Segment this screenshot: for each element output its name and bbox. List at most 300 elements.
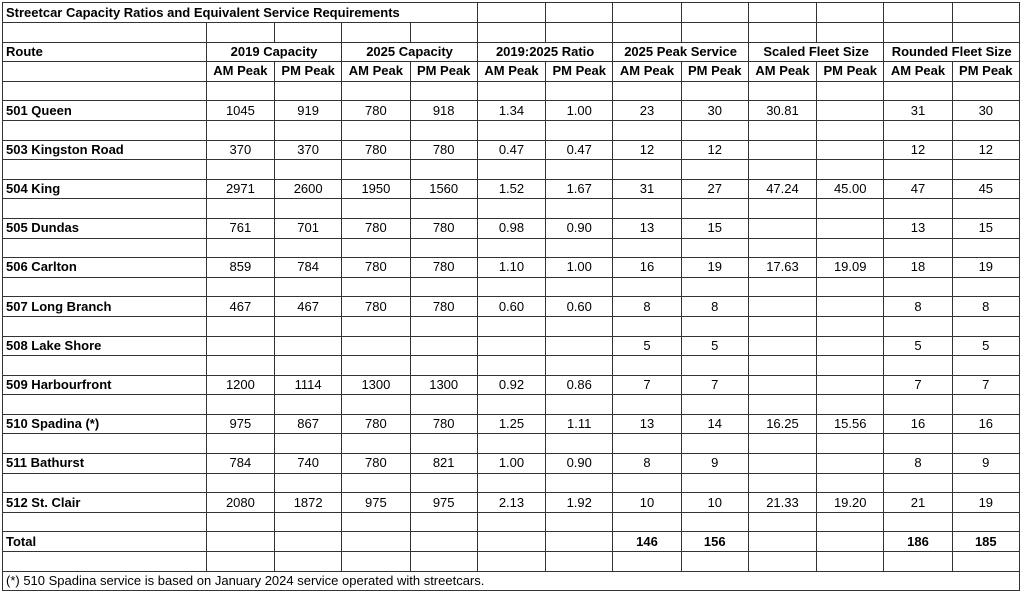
- empty-cell: [206, 277, 274, 297]
- empty-cell: [342, 356, 410, 376]
- empty-cell: [952, 395, 1019, 415]
- blank-row: [3, 277, 1020, 297]
- table-cell: 8: [884, 454, 952, 474]
- empty-cell: [748, 120, 816, 140]
- blank-row: [3, 434, 1020, 454]
- empty-cell: [3, 277, 207, 297]
- table-cell: 13: [884, 218, 952, 238]
- table-cell: 30.81: [748, 101, 816, 121]
- table-cell: 18: [884, 258, 952, 278]
- table-cell: 8: [613, 297, 681, 317]
- empty-cell: [546, 81, 613, 101]
- empty-cell: [275, 160, 342, 180]
- empty-cell: [817, 238, 884, 258]
- table-cell: 10: [681, 493, 748, 513]
- table-cell: 370: [275, 140, 342, 160]
- route-name: 503 Kingston Road: [3, 140, 207, 160]
- table-cell: 1560: [410, 179, 477, 199]
- table-row: [3, 375, 1020, 395]
- table-cell: 45: [952, 179, 1019, 199]
- empty-cell: [546, 199, 613, 219]
- empty-cell: [681, 3, 748, 23]
- table-row: [3, 493, 1020, 513]
- empty-cell: [342, 395, 410, 415]
- route-name: 504 King: [3, 179, 207, 199]
- empty-cell: [817, 199, 884, 219]
- table-body: [3, 3, 1020, 591]
- capacity-table: [2, 2, 1020, 591]
- table-cell: 780: [342, 218, 410, 238]
- table-cell: 1.92: [546, 493, 613, 513]
- empty-cell: [884, 356, 952, 376]
- table-cell: [477, 336, 545, 356]
- empty-cell: [884, 160, 952, 180]
- empty-cell: [613, 316, 681, 336]
- table-cell: [817, 218, 884, 238]
- empty-cell: [681, 395, 748, 415]
- table-cell: [748, 297, 816, 317]
- empty-cell: [546, 473, 613, 493]
- table-cell: 780: [342, 297, 410, 317]
- table-cell: 0.60: [477, 297, 545, 317]
- route-name: 512 St. Clair: [3, 493, 207, 513]
- empty-cell: [613, 199, 681, 219]
- empty-cell: [681, 120, 748, 140]
- empty-cell: [477, 316, 545, 336]
- empty-cell: [410, 199, 477, 219]
- empty-cell: [681, 512, 748, 532]
- empty-cell: [477, 395, 545, 415]
- empty-cell: [952, 199, 1019, 219]
- table-cell: [817, 532, 884, 552]
- empty-cell: [342, 434, 410, 454]
- table-cell: 13: [613, 414, 681, 434]
- empty-cell: [681, 316, 748, 336]
- table-cell: 12: [952, 140, 1019, 160]
- table-cell: 780: [342, 101, 410, 121]
- empty-cell: [884, 434, 952, 454]
- empty-cell: [681, 238, 748, 258]
- empty-cell: [3, 356, 207, 376]
- empty-cell: [342, 277, 410, 297]
- table-cell: [410, 532, 477, 552]
- table-row: [3, 297, 1020, 317]
- group-header: Rounded Fleet Size: [884, 42, 1020, 62]
- table-cell: 1.10: [477, 258, 545, 278]
- table-cell: [275, 532, 342, 552]
- blank-row: [3, 120, 1020, 140]
- table-cell: 1.00: [546, 258, 613, 278]
- empty-cell: [546, 160, 613, 180]
- empty-cell: [275, 552, 342, 572]
- pm-peak-header: PM Peak: [952, 62, 1019, 82]
- table-cell: 1.00: [546, 101, 613, 121]
- empty-cell: [275, 473, 342, 493]
- table-cell: 15.56: [817, 414, 884, 434]
- empty-cell: [884, 81, 952, 101]
- empty-cell: [275, 199, 342, 219]
- empty-cell: [952, 512, 1019, 532]
- table-cell: 5: [613, 336, 681, 356]
- table-cell: 21: [884, 493, 952, 513]
- empty-cell: [884, 238, 952, 258]
- empty-cell: [342, 552, 410, 572]
- empty-cell: [275, 356, 342, 376]
- table-cell: 780: [410, 258, 477, 278]
- empty-cell: [884, 512, 952, 532]
- empty-cell: [546, 316, 613, 336]
- empty-cell: [477, 3, 545, 23]
- table-cell: 1.11: [546, 414, 613, 434]
- table-cell: [748, 375, 816, 395]
- empty-cell: [952, 120, 1019, 140]
- blank-row: [3, 473, 1020, 493]
- empty-cell: [206, 316, 274, 336]
- empty-cell: [884, 199, 952, 219]
- table-cell: [546, 532, 613, 552]
- empty-cell: [342, 120, 410, 140]
- empty-cell: [342, 160, 410, 180]
- table-cell: 780: [410, 414, 477, 434]
- empty-cell: [206, 512, 274, 532]
- empty-cell: [952, 356, 1019, 376]
- table-title: Streetcar Capacity Ratios and Equivalent Service Requirements: [3, 3, 478, 23]
- empty-cell: [546, 120, 613, 140]
- blank-row: [3, 356, 1020, 376]
- empty-cell: [748, 238, 816, 258]
- empty-cell: [546, 3, 613, 23]
- empty-cell: [410, 238, 477, 258]
- empty-cell: [477, 512, 545, 532]
- empty-cell: [952, 316, 1019, 336]
- am-peak-header: AM Peak: [342, 62, 410, 82]
- table-cell: 16.25: [748, 414, 816, 434]
- table-cell: 0.60: [546, 297, 613, 317]
- empty-cell: [681, 552, 748, 572]
- empty-cell: [952, 277, 1019, 297]
- empty-cell: [206, 434, 274, 454]
- empty-cell: [342, 81, 410, 101]
- table-cell: 23: [613, 101, 681, 121]
- table-cell: 0.92: [477, 375, 545, 395]
- table-cell: 27: [681, 179, 748, 199]
- table-cell: 761: [206, 218, 274, 238]
- am-peak-header: AM Peak: [884, 62, 952, 82]
- empty-cell: [3, 199, 207, 219]
- empty-cell: [748, 356, 816, 376]
- table-cell: 0.90: [546, 454, 613, 474]
- empty-cell: [681, 356, 748, 376]
- table-row: [3, 454, 1020, 474]
- table-cell: [342, 336, 410, 356]
- empty-cell: [3, 552, 207, 572]
- empty-cell: [477, 473, 545, 493]
- empty-cell: [206, 552, 274, 572]
- empty-cell: [613, 160, 681, 180]
- table-cell: 13: [613, 218, 681, 238]
- empty-cell: [275, 395, 342, 415]
- table-cell: 47: [884, 179, 952, 199]
- empty-cell: [275, 277, 342, 297]
- table-row: [3, 101, 1020, 121]
- empty-cell: [613, 434, 681, 454]
- table-cell: 8: [952, 297, 1019, 317]
- route-name: 506 Carlton: [3, 258, 207, 278]
- empty-cell: [884, 120, 952, 140]
- empty-cell: [952, 3, 1019, 23]
- empty-cell: [546, 512, 613, 532]
- empty-cell: [206, 160, 274, 180]
- route-name: 509 Harbourfront: [3, 375, 207, 395]
- table-cell: 185: [952, 532, 1019, 552]
- table-cell: [546, 336, 613, 356]
- table-cell: 7: [613, 375, 681, 395]
- table-cell: 7: [952, 375, 1019, 395]
- table-cell: [206, 336, 274, 356]
- empty-cell: [546, 434, 613, 454]
- table-cell: 5: [952, 336, 1019, 356]
- table-cell: 0.47: [546, 140, 613, 160]
- empty-cell: [477, 434, 545, 454]
- empty-cell: [410, 552, 477, 572]
- table-cell: [206, 532, 274, 552]
- table-cell: [817, 454, 884, 474]
- table-cell: [275, 336, 342, 356]
- empty-cell: [3, 81, 207, 101]
- empty-cell: [884, 3, 952, 23]
- empty-cell: [410, 473, 477, 493]
- table-cell: 19: [952, 258, 1019, 278]
- table-cell: 784: [206, 454, 274, 474]
- empty-cell: [613, 552, 681, 572]
- table-cell: 1.00: [477, 454, 545, 474]
- empty-cell: [410, 81, 477, 101]
- empty-cell: [3, 434, 207, 454]
- route-name: 507 Long Branch: [3, 297, 207, 317]
- table-cell: 0.86: [546, 375, 613, 395]
- table-cell: 31: [613, 179, 681, 199]
- table-cell: 1.25: [477, 414, 545, 434]
- table-cell: 1.34: [477, 101, 545, 121]
- blank-row: [3, 395, 1020, 415]
- table-cell: 19: [681, 258, 748, 278]
- table-cell: [817, 297, 884, 317]
- empty-cell: [206, 81, 274, 101]
- empty-cell: [681, 473, 748, 493]
- empty-cell: [410, 395, 477, 415]
- empty-cell: [3, 120, 207, 140]
- empty-cell: [477, 277, 545, 297]
- empty-cell: [748, 473, 816, 493]
- blank-row: [3, 238, 1020, 258]
- table-cell: 17.63: [748, 258, 816, 278]
- spreadsheet: [2, 2, 1020, 591]
- table-cell: 0.47: [477, 140, 545, 160]
- empty-cell: [206, 199, 274, 219]
- table-cell: 5: [681, 336, 748, 356]
- table-cell: [817, 101, 884, 121]
- table-cell: [342, 532, 410, 552]
- am-peak-header: AM Peak: [477, 62, 545, 82]
- empty-cell: [342, 316, 410, 336]
- table-cell: 8: [681, 297, 748, 317]
- table-cell: [817, 336, 884, 356]
- table-cell: 12: [681, 140, 748, 160]
- empty-cell: [952, 160, 1019, 180]
- blank-row: [3, 23, 1020, 43]
- empty-cell: [410, 512, 477, 532]
- table-cell: 780: [410, 297, 477, 317]
- empty-cell: [410, 316, 477, 336]
- empty-cell: [748, 512, 816, 532]
- table-row: [3, 179, 1020, 199]
- empty-cell: [275, 81, 342, 101]
- empty-cell: [884, 316, 952, 336]
- empty-cell: [613, 3, 681, 23]
- group-header-row: [3, 42, 1020, 62]
- table-cell: 7: [884, 375, 952, 395]
- table-cell: 918: [410, 101, 477, 121]
- pm-peak-header: PM Peak: [681, 62, 748, 82]
- empty-cell: [477, 81, 545, 101]
- empty-cell: [817, 160, 884, 180]
- empty-cell: [681, 434, 748, 454]
- footnote: (*) 510 Spadina service is based on January 2024 service operated with streetcars.: [3, 571, 1020, 591]
- table-cell: [748, 218, 816, 238]
- table-cell: 467: [206, 297, 274, 317]
- blank-row: [3, 552, 1020, 572]
- table-cell: 1114: [275, 375, 342, 395]
- table-cell: 2971: [206, 179, 274, 199]
- empty-cell: [3, 316, 207, 336]
- empty-cell: [817, 395, 884, 415]
- empty-cell: [884, 473, 952, 493]
- table-cell: [748, 336, 816, 356]
- empty-cell: [477, 552, 545, 572]
- empty-cell: [546, 277, 613, 297]
- empty-cell: [275, 120, 342, 140]
- pm-peak-header: PM Peak: [817, 62, 884, 82]
- empty-cell: [613, 81, 681, 101]
- empty-cell: [546, 552, 613, 572]
- empty-cell: [275, 238, 342, 258]
- table-row: [3, 258, 1020, 278]
- table-cell: 919: [275, 101, 342, 121]
- table-cell: 21.33: [748, 493, 816, 513]
- empty-cell: [884, 552, 952, 572]
- table-cell: 16: [952, 414, 1019, 434]
- blank-row: [3, 160, 1020, 180]
- empty-cell: [410, 434, 477, 454]
- blank-row: [3, 316, 1020, 336]
- pm-peak-header: PM Peak: [546, 62, 613, 82]
- route-name: Total: [3, 532, 207, 552]
- table-cell: [748, 140, 816, 160]
- table-cell: 0.98: [477, 218, 545, 238]
- table-cell: 15: [952, 218, 1019, 238]
- empty-cell: [275, 512, 342, 532]
- empty-cell: [748, 552, 816, 572]
- table-cell: 14: [681, 414, 748, 434]
- empty-cell: [952, 81, 1019, 101]
- empty-cell: [613, 356, 681, 376]
- blank-row: [3, 512, 1020, 532]
- route-name: 501 Queen: [3, 101, 207, 121]
- table-cell: 8: [613, 454, 681, 474]
- empty-cell: [275, 434, 342, 454]
- group-header: 2025 Peak Service: [613, 42, 749, 62]
- empty-cell: [477, 356, 545, 376]
- empty-cell: [817, 316, 884, 336]
- table-cell: 1950: [342, 179, 410, 199]
- empty-cell: [3, 160, 207, 180]
- table-cell: 975: [410, 493, 477, 513]
- table-cell: 186: [884, 532, 952, 552]
- empty-cell: [613, 277, 681, 297]
- empty-cell: [681, 277, 748, 297]
- empty-cell: [546, 238, 613, 258]
- table-cell: 1.67: [546, 179, 613, 199]
- table-cell: 31: [884, 101, 952, 121]
- empty-cell: [748, 395, 816, 415]
- table-cell: [817, 375, 884, 395]
- empty-cell: [410, 277, 477, 297]
- empty-cell: [748, 434, 816, 454]
- table-cell: [410, 336, 477, 356]
- empty-cell: [410, 356, 477, 376]
- table-cell: [477, 532, 545, 552]
- empty-cell: [613, 395, 681, 415]
- empty-cell: [3, 238, 207, 258]
- table-row: [3, 414, 1020, 434]
- empty-cell: [546, 356, 613, 376]
- empty-cell: [748, 160, 816, 180]
- table-cell: 30: [681, 101, 748, 121]
- empty-cell: [477, 120, 545, 140]
- empty-cell: [546, 395, 613, 415]
- table-cell: 1045: [206, 101, 274, 121]
- table-cell: 975: [206, 414, 274, 434]
- empty-cell: [613, 512, 681, 532]
- empty-cell: [681, 81, 748, 101]
- empty-cell: [477, 199, 545, 219]
- empty-cell: [3, 395, 207, 415]
- empty-cell: [206, 238, 274, 258]
- empty-cell: [952, 552, 1019, 572]
- table-cell: 0.90: [546, 218, 613, 238]
- empty-cell: [748, 3, 816, 23]
- table-cell: [817, 140, 884, 160]
- empty-cell: [206, 356, 274, 376]
- table-cell: 9: [681, 454, 748, 474]
- empty-cell: [817, 120, 884, 140]
- table-cell: 7: [681, 375, 748, 395]
- pm-peak-header: PM Peak: [275, 62, 342, 82]
- table-cell: 5: [884, 336, 952, 356]
- table-cell: 19.09: [817, 258, 884, 278]
- table-cell: 15: [681, 218, 748, 238]
- empty-cell: [748, 316, 816, 336]
- blank-row: [3, 199, 1020, 219]
- empty-cell: [748, 277, 816, 297]
- table-cell: 701: [275, 218, 342, 238]
- empty-cell: [952, 434, 1019, 454]
- table-cell: 45.00: [817, 179, 884, 199]
- table-cell: 867: [275, 414, 342, 434]
- empty-cell: [613, 238, 681, 258]
- route-column-header: Route: [3, 42, 207, 62]
- empty-cell: [884, 395, 952, 415]
